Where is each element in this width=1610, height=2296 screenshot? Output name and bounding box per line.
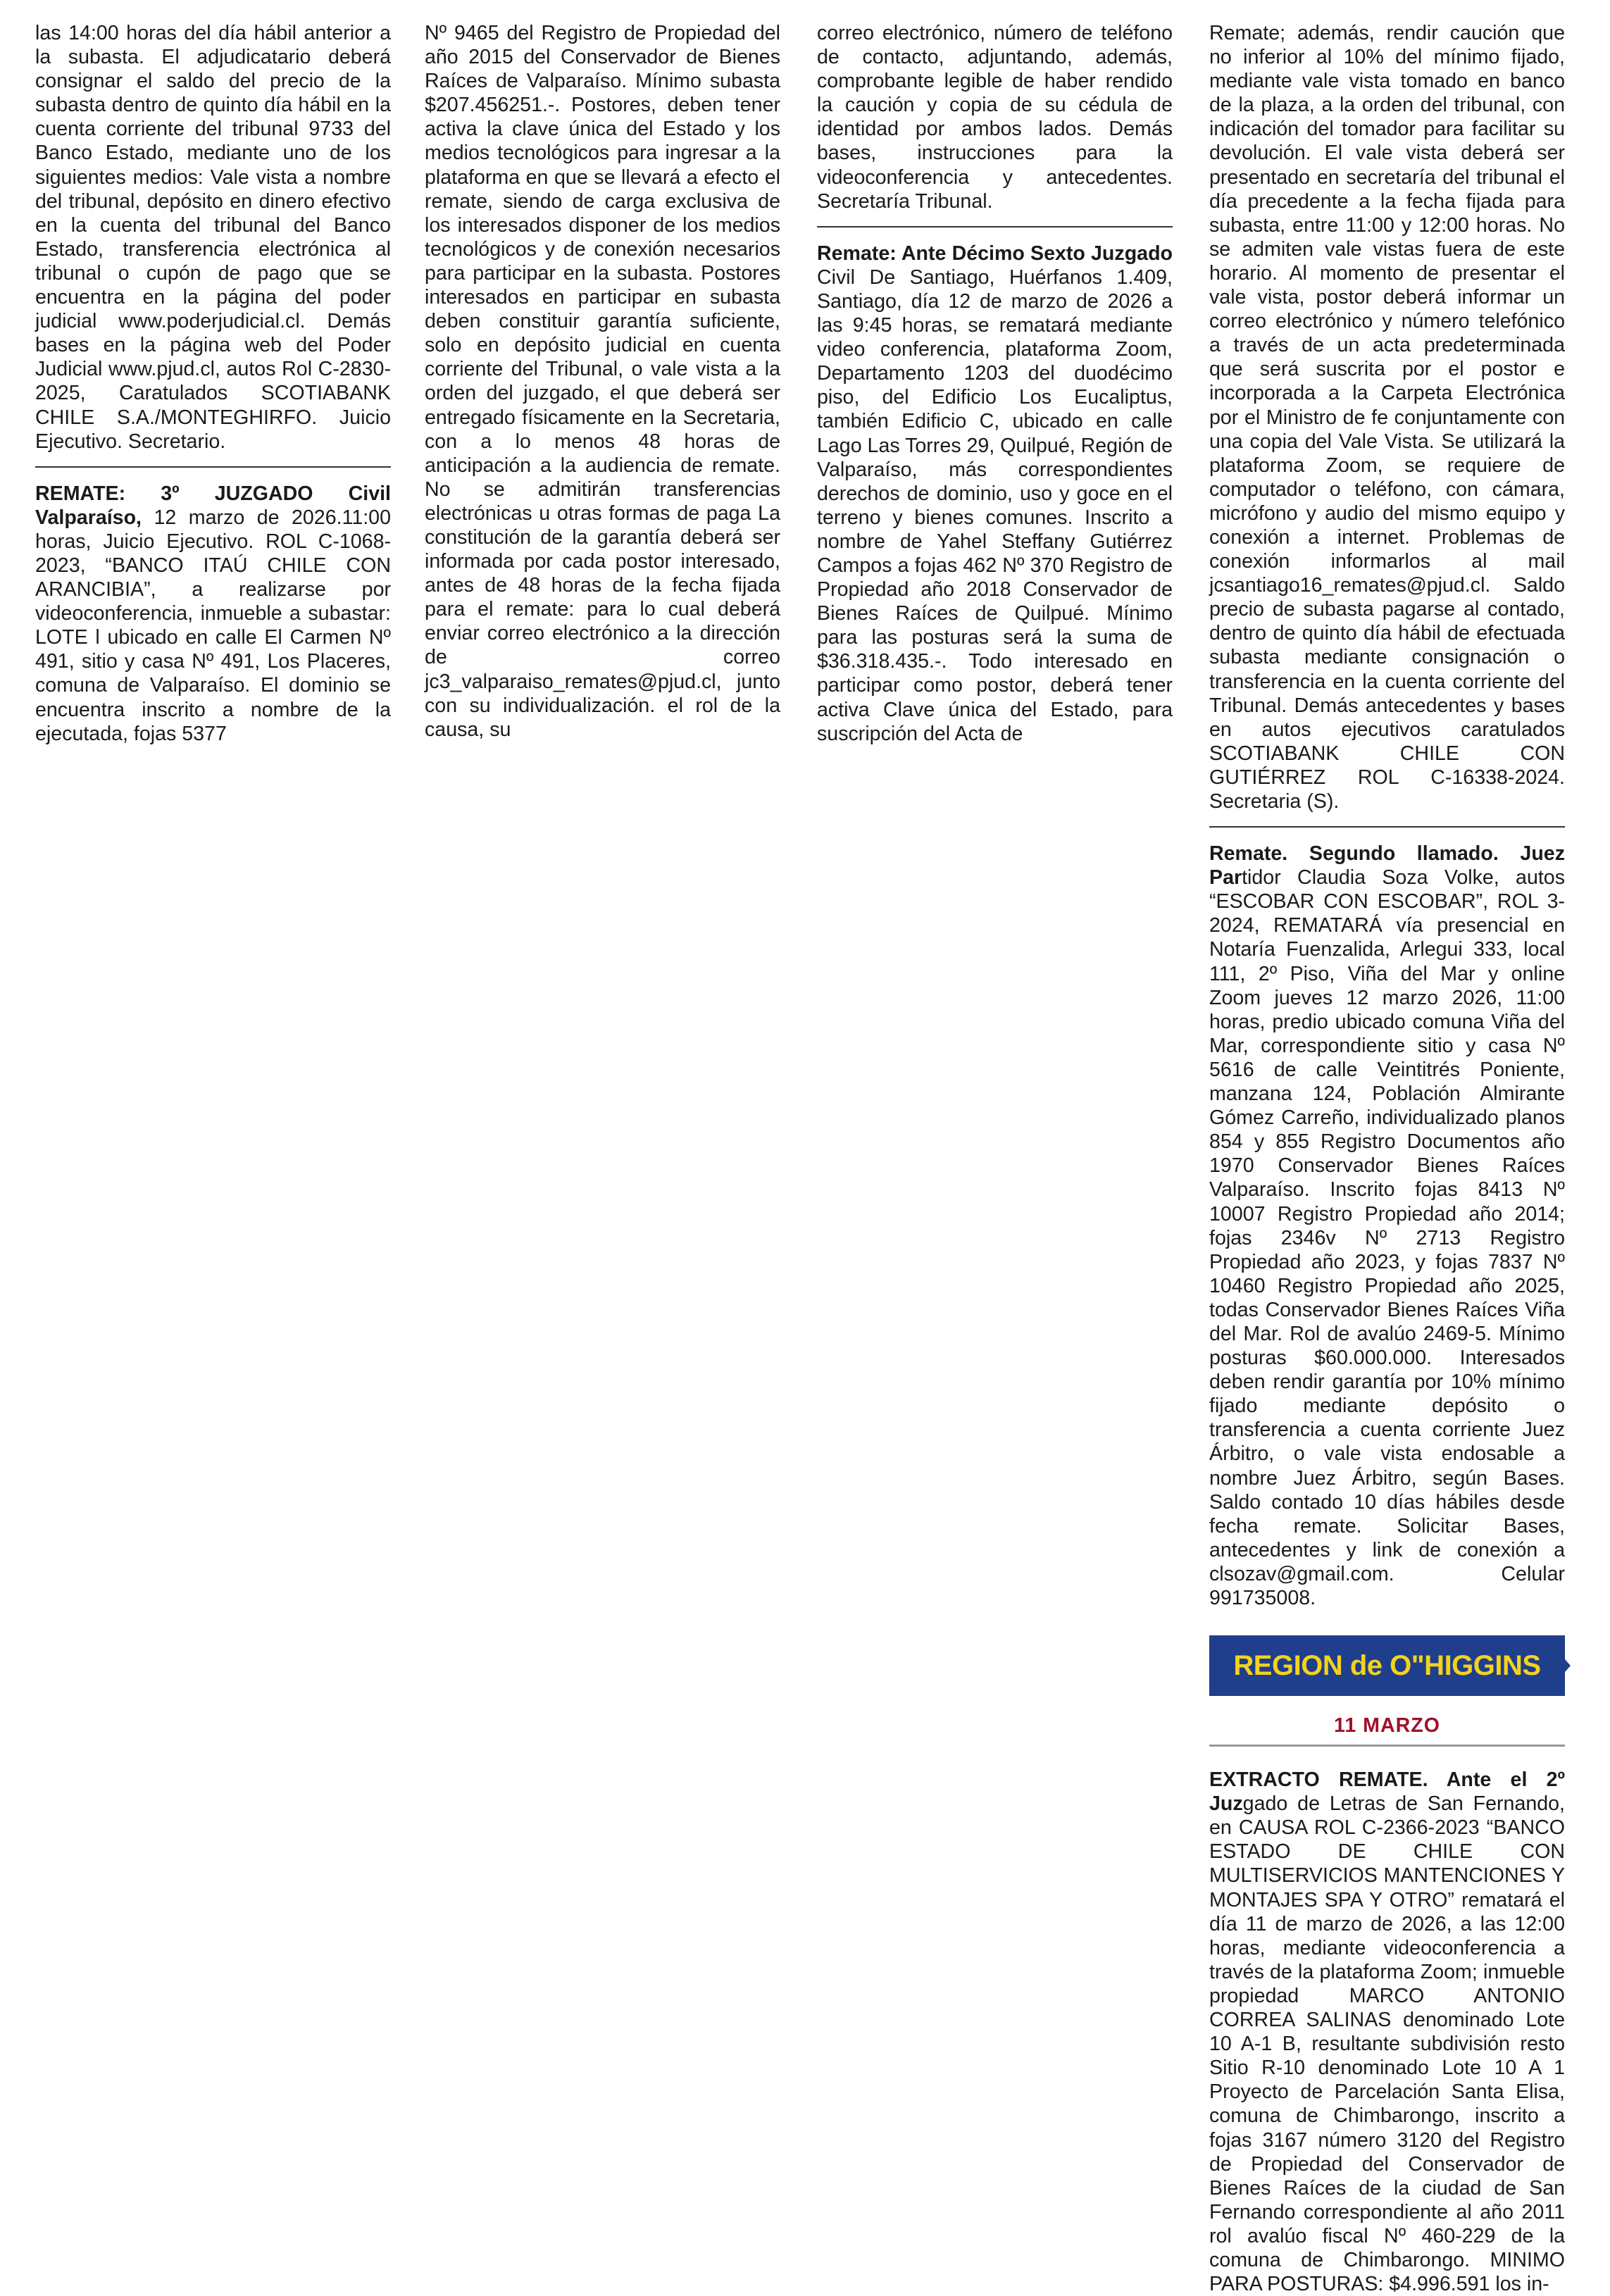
region-banner (1209, 1635, 1565, 1696)
notice-body: las 14:00 horas del día hábil anterior a la subasta. El adjudicatario deberá consignar el saldo del precio de la subasta dentro de quinto día hábil en la cuenta corriente del tribunal 9733 del Banco Estado, mediante uno de los siguientes medios: Vale vista a nombre del tribunal, depósito en dinero efectivo en la cuenta del tribunal del Banco Estado, transferencia electrónica al tribunal o cupón de pago que se encuentra en la página del poder judicial www.poderjudicial.cl. Demás bases en la página web del Poder Judicial www.pjud.cl, autos Rol C-2830-2025, Caratulados SCOTIABANK CHILE S.A./MONTEGHIRFO. Juicio Ejecutivo. Secretario. (35, 22, 391, 453)
date-divider (1209, 1745, 1565, 1747)
notice-continuation (425, 21, 780, 742)
notice-body: Remate; además, rendir caución que no inferior al 10% del mínimo fijado, mediante vale vista tomado en banco de la plaza, a la orden del tribunal, con indicación del tomador para facilitar su devolución. El vale vista deberá ser presentado en secretaría del tribunal el día precedente a la fecha fijada para subasta, entre 11:00 y 12:00 horas. No se admiten vale vistas fuera de este horario. Al momento de presentar el vale vista, postor deberá informar un correo electrónico y número telefónico a través de un acta predeterminada que será suscrita por el postor e incorporada a la Carpeta Electrónica por el Ministro de fe conjuntamente con una copia del Vale Vista. Se utilizará la plataforma Zoom, se requiere de computador o teléfono, con cámara, micrófono y audio del mismo equipo y conexión a internet. Problemas de conexión informarlos al mail jcsantiago16_remates@pjud.cl. Saldo precio de subasta pagarse al contado, dentro de quinto día hábil de efectuada subasta mediante consignación o transferencia en la cuenta corriente del Tribunal. Demás antecedentes y bases en autos ejecutivos caratulados SCOTIABANK CHILE CON GUTIÉRREZ ROL C-16338-2024. Secretaria (S). (1209, 22, 1565, 813)
notice-lead: REMATE: 3º JUZGADO Civil Valparaíso, (35, 482, 391, 529)
region-title: REGION de O"HIGGINS (1233, 1649, 1541, 1681)
notice-continuation (817, 21, 1173, 213)
notice-divider (35, 466, 391, 468)
notice-divider (817, 226, 1173, 227)
column-1 (35, 21, 391, 746)
notice-lead: Remate: Ante Décimo Sexto Juzgado (817, 242, 1173, 265)
notice-remate-16-juzgado-santiago (817, 242, 1173, 746)
notice-extracto-remate-san-fernando (1209, 1768, 1565, 2296)
notice-remate-segundo-llamado (1209, 842, 1565, 1610)
notice-body: Civil De Santiago, Huérfanos 1.409, Santiago, día 12 de marzo de 2026 a las 9:45 horas, se rematará mediante video conferencia, plataforma Zoom, Departamento 1203 del duodécimo piso, del Edificio Los Eucaliptus, también Edificio C, ubicado en calle Lago Las Torres 29, Quilpué, Región de Valparaíso, más correspondientes derechos de dominio, uso y goce en el terreno y bienes comunes. Inscrito a nombre de Yahel Steffany Gutiérrez Campos a fojas 462 Nº 370 Registro de Propiedad año 2018 Conservador de Bienes Raíces de Quilpué. Mínimo para las posturas será la suma de $36.318.435.-. Todo interesado en participar como postor, deberá tener activa Clave única del Estado, para suscripción del Acta de (817, 266, 1173, 745)
notice-continuation (35, 21, 391, 454)
notice-body: Nº 9465 del Registro de Propiedad del año 2015 del Conservador de Bienes Raíces de Valparaíso. Mínimo subasta $207.456251.-. Postores, deben tener activa la clave única del Estado y los medios tecnológicos para ingresar a la plataforma en que se llevará a efecto el remate, siendo de carga exclusiva de los interesados disponer de los medios tecnológicos y de conexión necesarios para participar en la subasta. Postores interesados en participar en subasta deben constituir garantía suficiente, solo en depósito judicial en cuenta corriente del Tribunal, o vale vista a la orden del juzgado, el que deberá ser entregado físicamente en la Secretaria, con a lo menos 48 horas de anticipación a la audiencia de remate. No se admitirán transferencias electrónicas u otras formas de paga La constitución de la garantía deberá ser informada por cada postor interesado, antes de 48 horas de la fecha fijada para el remate: para lo cual deberá enviar correo electrónico a la dirección de correo jc3_valparaiso_remates@pjud.cl, junto con su individualización. el rol de la causa, su (425, 22, 780, 741)
date-heading: 11 MARZO (1334, 1714, 1440, 1737)
column-4 (1209, 21, 1565, 2296)
notice-lead: EXTRACTO REMATE. Ante el 2º Juz (1209, 1768, 1565, 1816)
notice-body: 12 marzo de 2026.11:00 horas, Juicio Ejecutivo. ROL C-1068-2023, “BANCO ITAÚ CHILE CON ARANCIBIA”, a realizarse por videoconferencia, inmueble a subastar: LOTE l ubicado en calle El Carmen Nº 491, sitio y casa Nº 491, Los Placeres, comuna de Valparaíso. El dominio se encuentra inscrito a nombre de la ejecutada, fojas 5377 (35, 506, 391, 745)
column-3 (817, 21, 1173, 746)
notice-divider (1209, 826, 1565, 828)
notice-body: gado de Letras de San Fernando, en CAUSA ROL C-2366-2023 “BANCO ESTADO DE CHILE CON MULTISERVICIOS MANTENCIONES Y MONTAJES SPA Y OTRO” rematará el día 11 de marzo de 2026, a las 12:00 horas, mediante videoconferencia a través de la plataforma Zoom; inmueble propiedad MARCO ANTONIO CORREA SALINAS denominado Lote 10 A-1 B, resultante subdivisión resto Sitio R-10 denominado Lote 10 A 1 Proyecto de Parcelación Santa Elisa, comuna de Chimbarongo, inscrito a fojas 3167 número 3120 del Registro de Propiedad del Conservador de Bienes Raíces de la ciudad de San Fernando correspondiente al año 2011 rol avalúo fiscal Nº 460-229 de la comuna de Chimbarongo. MINIMO PARA POSTURAS: $4.996.591 los in- (1209, 1792, 1565, 2296)
column-2 (425, 21, 780, 742)
banner-notch (1565, 1659, 1571, 1672)
notice-body: correo electrónico, número de teléfono de contacto, adjuntando, además, comprobante legible de haber rendido la caución y copia de su cédula de identidad por ambos lados. Demás bases, instrucciones para la videoconferencia y antecedentes. Secretaría Tribunal. (817, 22, 1173, 213)
notice-lead: Remate. Segundo llamado. Juez Par (1209, 842, 1565, 890)
notice-body: tidor Claudia Soza Volke, autos “ESCOBAR CON ESCOBAR”, ROL 3-2024, REMATARÁ vía presencial en Notaría Fuenzalida, Arlegui 333, local 111, 2º Piso, Viña del Mar y online Zoom jueves 12 marzo 2026, 11:00 horas, predio ubicado comuna Viña del Mar, correspondiente sitio y casa Nº 5616 de calle Veintitrés Poniente, manzana 124, Población Almirante Gómez Carreño, individualizado planos 854 y 855 Registro Documentos año 1970 Conservador Bienes Raíces Valparaíso. Inscrito fojas 8413 Nº 10007 Registro Propiedad año 2014; fojas 2346v Nº 2713 Registro Propiedad año 2023, y fojas 7837 Nº 10460 Registro Propiedad año 2025, todas Conservador Bienes Raíces Viña del Mar. Rol de avalúo 2469-5. Mínimo posturas $60.000.000. Interesados deben rendir garantía por 10% mínimo fijado mediante depósito o transferencia a cuenta corriente Juez Árbitro, o vale vista endosable a nombre Juez Árbitro, según Bases. Saldo contado 10 días hábiles desde fecha remate. Solicitar Bases, antecedentes y link de conexión a clsozav@gmail.com. Celular 991735008. (1209, 866, 1565, 1609)
notice-remate-3-juzgado-valparaiso (35, 482, 391, 746)
notice-continuation (1209, 21, 1565, 813)
